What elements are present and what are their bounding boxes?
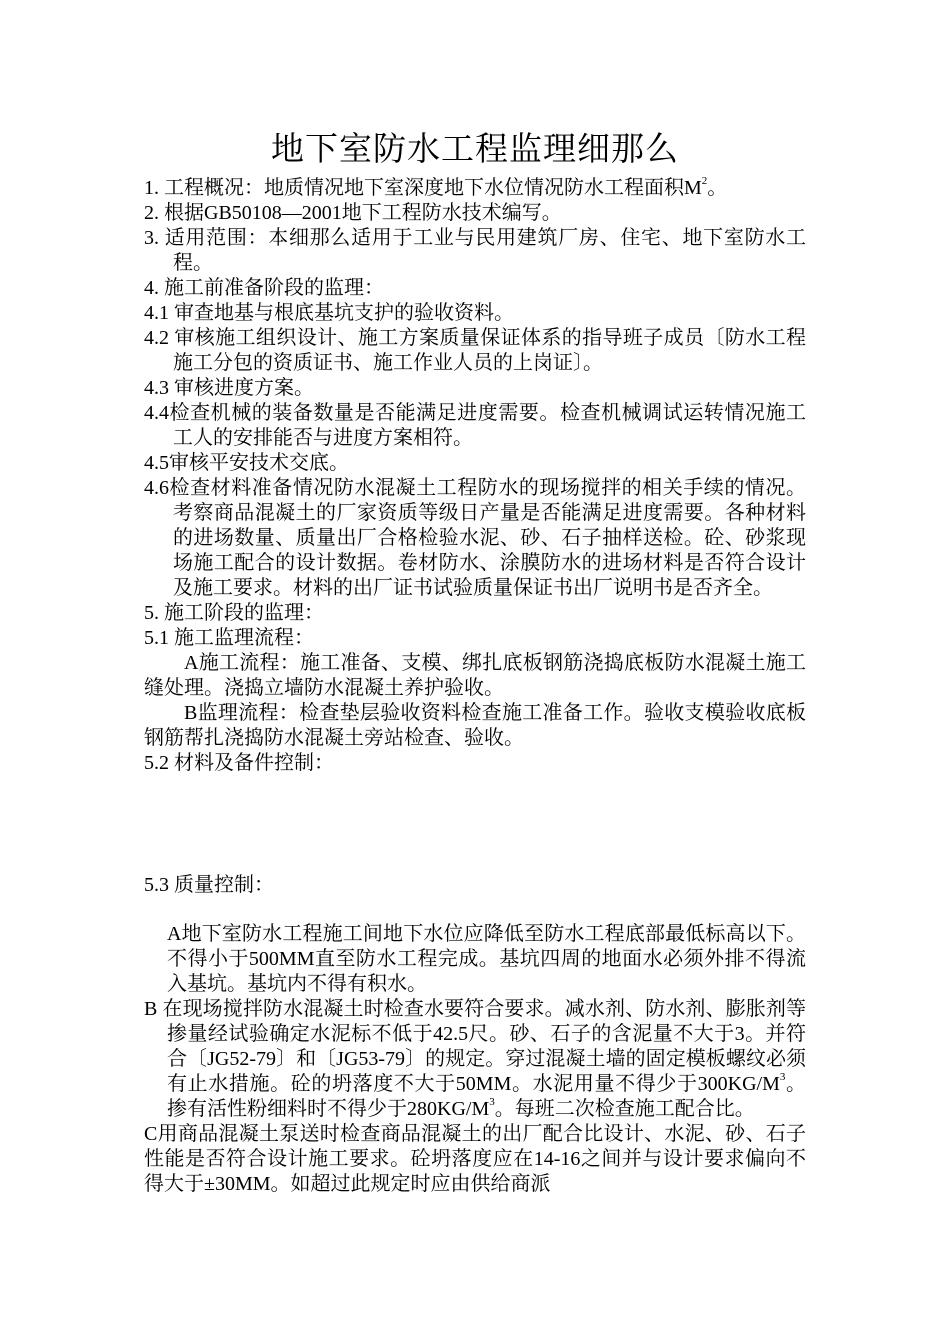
- item-5-1: 5.1 施工监理流程：: [144, 627, 314, 649]
- item-4-1: 4.1 审查地基与根底基坑支护的验收资料。: [144, 302, 514, 324]
- item-2-basis: 2. 根据GB50108—2001地下工程防水技术编写。: [144, 202, 562, 224]
- item-5-3: 5.3 质量控制：: [144, 874, 274, 896]
- item-5-2: 5.2 材料及备件控制：: [144, 752, 334, 774]
- item-5-heading: 5. 施工阶段的监理：: [144, 602, 324, 624]
- item-5-1-a: A施工流程：施工准备、支模、绑扎底板钢筋浇捣底板防水混凝土施工缝处理。浇捣立墙防水混凝土养护验收。: [144, 652, 806, 699]
- section-quality-items: [144, 922, 806, 1197]
- item-1-overview: [144, 176, 806, 201]
- item-1-text: 1. 工程概况：地质情况地下室深度地下水位情况防水工程面积M: [144, 177, 702, 199]
- item-4-3: 4.3 审核进度方案。: [144, 377, 314, 399]
- item-1-superscript: 2: [701, 175, 708, 188]
- item-4-6: 4.6检查材料准备情况防水混凝土工程防水的现场搅拌的相关手续的情况。考察商品混凝土的厂家资质等级日产量是否能满足进度需要。各种材料的进场数量、质量出厂合格检验水泥、砂、石子抽样送检。砼、砂浆现场施工配合的设计数据。卷材防水、涂膜防水的进场材料是否符合设计及施工要求。材料的出厂证书试验质量保证书出厂说明书是否齐全。: [144, 477, 806, 599]
- item-4-5: 4.5审核平安技术交底。: [144, 452, 349, 474]
- item-3-scope: 3. 适用范围：本细那么适用于工业与民用建筑厂房、住宅、地下室防水工程。: [144, 227, 806, 274]
- quality-item-a: A地下室防水工程施工间地下水位应降低至防水工程底部最低标高以下。不得小于500MM直至防水工程完成。基坑四周的地面水必须外排不得流入基坑。基坑内不得有积水。: [167, 923, 806, 995]
- quality-item-c: C用商品混凝土泵送时检查商品混凝土的出厂配合比设计、水泥、砂、石子性能是否符合设计施工要求。砼坍落度应在14-16之间并与设计要求偏向不得大于±30MM。如超过此规定时应由供给商派: [144, 1123, 806, 1195]
- quality-item-b-text-3: 。每班二次检查施工配合比。: [494, 1098, 755, 1120]
- section-quality: [144, 873, 806, 898]
- document-title: 地下室防水工程监理细那么: [271, 132, 679, 168]
- quality-item-b-text-2: 。掺有活性粉细料时不得少于280KG/M: [167, 1073, 807, 1120]
- item-4-4: 4.4检查机械的装备数量是否能满足进度需要。检查机械调试运转情况施工工人的安排能否与进度方案相符。: [144, 402, 806, 449]
- section-preparation: [144, 176, 806, 776]
- item-4-heading: 4. 施工前准备阶段的监理：: [144, 277, 384, 299]
- item-4-2: 4.2 审核施工组织设计、施工方案质量保证体系的指导班子成员〔防水工程施工分包的资质证书、施工作业人员的上岗证〕。: [144, 327, 806, 374]
- quality-item-b-text: B 在现场搅拌防水混凝土时检查水要符合要求。减水剂、防水剂、膨胀剂等掺量经试验确定水泥标不低于42.5尺。砂、石子的含泥量不大于3。并符合〔JG52-79〕和〔JG53-79〕的规定。穿过混凝土墙的固定模板螺纹必须有止水措施。砼的坍落度不大于50MM。水泥用量不得少于300KG/M: [144, 998, 806, 1095]
- item-1-tail: 。: [707, 177, 728, 199]
- quality-item-b-superscript-1: 3: [779, 1071, 786, 1084]
- quality-item-b: [144, 997, 806, 1122]
- quality-item-b-superscript-2: 3: [489, 1096, 495, 1109]
- item-5-1-b: B监理流程：检查垫层验收资料检查施工准备工作。验收支模验收底板钢筋帮扎浇捣防水混凝土旁站检查、验收。: [144, 702, 806, 749]
